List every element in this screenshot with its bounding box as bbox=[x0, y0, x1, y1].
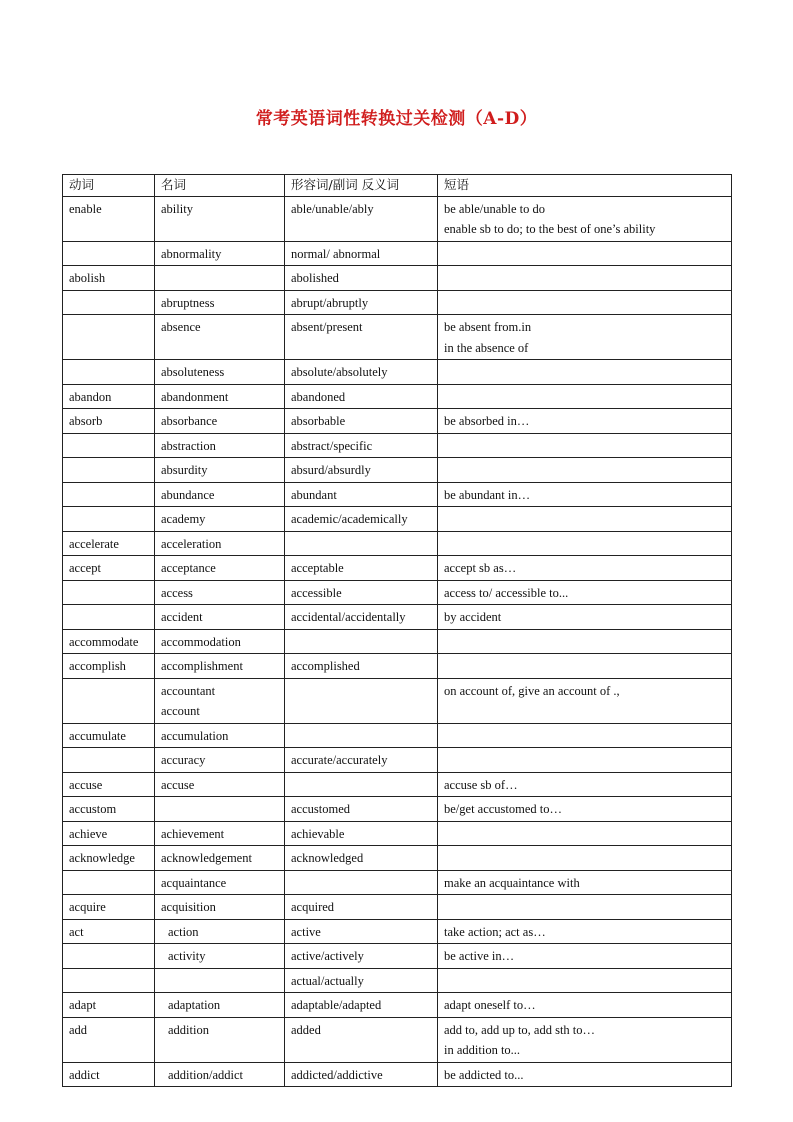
noun-cell: acquaintance bbox=[155, 870, 285, 895]
table-row bbox=[63, 360, 732, 385]
noun-cell: accuse bbox=[155, 772, 285, 797]
adj-cell: absurd/absurdly bbox=[285, 458, 438, 483]
phrase-cell-line: be absent from.in bbox=[444, 320, 532, 334]
adj-cell: absolute/absolutely bbox=[285, 360, 438, 385]
phrase-cell bbox=[438, 846, 732, 871]
verb-cell bbox=[63, 482, 155, 507]
adj-cell: accidental/accidentally bbox=[285, 605, 438, 630]
header-adj: 形容词/副词 反义词 bbox=[285, 175, 438, 197]
table-row bbox=[63, 629, 732, 654]
adj-cell: addicted/addictive bbox=[285, 1062, 438, 1087]
verb-cell bbox=[63, 748, 155, 773]
adj-cell: accessible bbox=[285, 580, 438, 605]
phrase-cell bbox=[438, 580, 732, 605]
table-row bbox=[63, 1017, 732, 1062]
phrase-cell bbox=[438, 315, 732, 360]
phrase-cell bbox=[438, 1017, 732, 1062]
phrase-cell-line: be absorbed in… bbox=[444, 414, 530, 428]
adj-cell bbox=[285, 629, 438, 654]
verb-cell: accommodate bbox=[63, 629, 155, 654]
phrase-cell-line: be/get accustomed to… bbox=[444, 802, 563, 816]
table-row bbox=[63, 433, 732, 458]
adj-cell: accustomed bbox=[285, 797, 438, 822]
header-verb: 动词 bbox=[63, 175, 155, 197]
verb-cell bbox=[63, 433, 155, 458]
table-row bbox=[63, 1062, 732, 1087]
verb-cell: adapt bbox=[63, 993, 155, 1018]
phrase-cell bbox=[438, 772, 732, 797]
noun-cell: absurdity bbox=[155, 458, 285, 483]
noun-cell: accomplishment bbox=[155, 654, 285, 679]
phrase-cell bbox=[438, 507, 732, 532]
adj-cell: acquired bbox=[285, 895, 438, 920]
noun-cell: acceptance bbox=[155, 556, 285, 581]
phrase-cell bbox=[438, 531, 732, 556]
table-row bbox=[63, 556, 732, 581]
phrase-cell bbox=[438, 821, 732, 846]
verb-cell: accept bbox=[63, 556, 155, 581]
table-row bbox=[63, 315, 732, 360]
phrase-cell bbox=[438, 360, 732, 385]
verb-cell: acknowledge bbox=[63, 846, 155, 871]
phrase-cell bbox=[438, 895, 732, 920]
noun-cell: abstraction bbox=[155, 433, 285, 458]
noun-cell bbox=[155, 968, 285, 993]
noun-cell: abandonment bbox=[155, 384, 285, 409]
adj-cell: abandoned bbox=[285, 384, 438, 409]
phrase-cell-line: accept sb as… bbox=[444, 561, 517, 575]
table-row bbox=[63, 196, 732, 241]
phrase-cell bbox=[438, 196, 732, 241]
adj-cell: active bbox=[285, 919, 438, 944]
table-row bbox=[63, 678, 732, 723]
adj-cell bbox=[285, 870, 438, 895]
phrase-cell bbox=[438, 266, 732, 291]
adj-cell: achievable bbox=[285, 821, 438, 846]
adj-cell: abundant bbox=[285, 482, 438, 507]
noun-cell: abundance bbox=[155, 482, 285, 507]
phrase-cell bbox=[438, 968, 732, 993]
verb-cell bbox=[63, 241, 155, 266]
noun-cell: accident bbox=[155, 605, 285, 630]
table-row bbox=[63, 919, 732, 944]
noun-cell: absorbance bbox=[155, 409, 285, 434]
adj-cell: abstract/specific bbox=[285, 433, 438, 458]
adj-cell bbox=[285, 772, 438, 797]
table-row bbox=[63, 993, 732, 1018]
phrase-cell bbox=[438, 944, 732, 969]
verb-cell bbox=[63, 580, 155, 605]
verb-cell: acquire bbox=[63, 895, 155, 920]
adj-cell: acceptable bbox=[285, 556, 438, 581]
verb-cell: accustom bbox=[63, 797, 155, 822]
table-row bbox=[63, 482, 732, 507]
page-title: 常考英语词性转换过关检测（A-D） bbox=[255, 109, 538, 129]
verb-cell: enable bbox=[63, 196, 155, 241]
phrase-cell-line: in the absence of bbox=[444, 340, 529, 355]
verb-cell: act bbox=[63, 919, 155, 944]
noun-cell: ability bbox=[155, 196, 285, 241]
phrase-cell-line: accuse sb of… bbox=[444, 777, 518, 792]
verb-cell bbox=[63, 360, 155, 385]
phrase-cell-line: add to, add up to, add sth to… bbox=[444, 1022, 596, 1037]
table-row bbox=[63, 409, 732, 434]
phrase-cell bbox=[438, 678, 732, 723]
table-row bbox=[63, 266, 732, 291]
verb-cell bbox=[63, 315, 155, 360]
verb-cell: abolish bbox=[63, 266, 155, 291]
table-row bbox=[63, 605, 732, 630]
verb-cell bbox=[63, 458, 155, 483]
adj-cell bbox=[285, 678, 438, 723]
adj-cell: normal/ abnormal bbox=[285, 241, 438, 266]
phrase-cell-line: make an acquaintance with bbox=[444, 875, 580, 890]
noun-cell: addition/addict bbox=[155, 1062, 285, 1087]
phrase-cell bbox=[438, 482, 732, 507]
phrase-cell-line: be abundant in… bbox=[444, 487, 531, 502]
adj-cell: acknowledged bbox=[285, 846, 438, 871]
verb-cell: absorb bbox=[63, 409, 155, 434]
table-row bbox=[63, 944, 732, 969]
noun-cell bbox=[155, 266, 285, 291]
noun-cell: acquisition bbox=[155, 895, 285, 920]
phrase-cell-line: on account of, give an account of ., bbox=[444, 683, 620, 698]
phrase-cell bbox=[438, 629, 732, 654]
phrase-cell-line: by accident bbox=[444, 610, 502, 624]
verb-cell bbox=[63, 605, 155, 630]
phrase-cell-line: be active in… bbox=[444, 949, 515, 963]
header-phrase: 短语 bbox=[438, 175, 732, 197]
noun-cell: abruptness bbox=[155, 290, 285, 315]
verb-cell bbox=[63, 507, 155, 532]
adj-cell: abrupt/abruptly bbox=[285, 290, 438, 315]
adj-cell: actual/actually bbox=[285, 968, 438, 993]
table-row bbox=[63, 748, 732, 773]
noun-cell: action bbox=[155, 919, 285, 944]
verb-cell: add bbox=[63, 1017, 155, 1062]
adj-cell bbox=[285, 531, 438, 556]
verb-cell: achieve bbox=[63, 821, 155, 846]
verb-cell bbox=[63, 968, 155, 993]
adj-cell: able/unable/ably bbox=[285, 196, 438, 241]
table-row bbox=[63, 580, 732, 605]
phrase-cell-line: enable sb to do; to the best of one’s ability bbox=[444, 222, 656, 236]
verb-cell: accomplish bbox=[63, 654, 155, 679]
adj-cell bbox=[285, 723, 438, 748]
noun-cell: academy bbox=[155, 507, 285, 532]
noun-cell: accumulation bbox=[155, 723, 285, 748]
verb-cell bbox=[63, 944, 155, 969]
noun-cell: access bbox=[155, 580, 285, 605]
table-row bbox=[63, 384, 732, 409]
noun-cell: activity bbox=[155, 944, 285, 969]
phrase-cell bbox=[438, 433, 732, 458]
phrase-cell bbox=[438, 748, 732, 773]
phrase-cell bbox=[438, 605, 732, 630]
noun-cell: adaptation bbox=[155, 993, 285, 1018]
header-row bbox=[63, 175, 732, 197]
phrase-cell-line: take action; act as… bbox=[444, 924, 546, 939]
adj-cell: absent/present bbox=[285, 315, 438, 360]
noun-cell bbox=[155, 678, 285, 723]
noun-cell: abnormality bbox=[155, 241, 285, 266]
verb-cell bbox=[63, 290, 155, 315]
phrase-cell bbox=[438, 1062, 732, 1087]
noun-cell: accommodation bbox=[155, 629, 285, 654]
adj-cell: accurate/accurately bbox=[285, 748, 438, 773]
phrase-cell-line: be able/unable to do bbox=[444, 201, 546, 216]
phrase-cell bbox=[438, 458, 732, 483]
noun-cell bbox=[155, 797, 285, 822]
table-row bbox=[63, 821, 732, 846]
table-row bbox=[63, 241, 732, 266]
table-row bbox=[63, 723, 732, 748]
phrase-cell bbox=[438, 723, 732, 748]
phrase-cell bbox=[438, 241, 732, 266]
phrase-cell bbox=[438, 556, 732, 581]
noun-cell-line: account bbox=[161, 704, 200, 718]
adj-cell: accomplished bbox=[285, 654, 438, 679]
noun-cell: acknowledgement bbox=[155, 846, 285, 871]
phrase-cell bbox=[438, 409, 732, 434]
table-row bbox=[63, 846, 732, 871]
table-row bbox=[63, 895, 732, 920]
vocabulary-table bbox=[62, 174, 732, 1087]
phrase-cell bbox=[438, 290, 732, 315]
phrase-cell-line: be addicted to... bbox=[444, 1067, 524, 1082]
verb-cell: addict bbox=[63, 1062, 155, 1087]
table-row bbox=[63, 797, 732, 822]
verb-cell: accumulate bbox=[63, 723, 155, 748]
verb-cell: accuse bbox=[63, 772, 155, 797]
phrase-cell-line: in addition to... bbox=[444, 1043, 521, 1057]
phrase-cell bbox=[438, 654, 732, 679]
phrase-cell bbox=[438, 993, 732, 1018]
table-row bbox=[63, 968, 732, 993]
adj-cell: active/actively bbox=[285, 944, 438, 969]
noun-cell: achievement bbox=[155, 821, 285, 846]
noun-cell: absoluteness bbox=[155, 360, 285, 385]
phrase-cell-line: adapt oneself to… bbox=[444, 998, 536, 1012]
phrase-cell bbox=[438, 870, 732, 895]
header-noun: 名词 bbox=[155, 175, 285, 197]
verb-cell bbox=[63, 870, 155, 895]
noun-cell: acceleration bbox=[155, 531, 285, 556]
table-row bbox=[63, 290, 732, 315]
verb-cell bbox=[63, 678, 155, 723]
table-row bbox=[63, 654, 732, 679]
noun-cell-line: accountant bbox=[161, 683, 216, 698]
verb-cell: abandon bbox=[63, 384, 155, 409]
adj-cell: adaptable/adapted bbox=[285, 993, 438, 1018]
adj-cell: abolished bbox=[285, 266, 438, 291]
noun-cell: absence bbox=[155, 315, 285, 360]
phrase-cell bbox=[438, 919, 732, 944]
table-row bbox=[63, 507, 732, 532]
adj-cell: academic/academically bbox=[285, 507, 438, 532]
phrase-cell bbox=[438, 384, 732, 409]
adj-cell: absorbable bbox=[285, 409, 438, 434]
phrase-cell-line: access to/ accessible to... bbox=[444, 585, 569, 600]
table-row bbox=[63, 772, 732, 797]
verb-cell: accelerate bbox=[63, 531, 155, 556]
noun-cell: addition bbox=[155, 1017, 285, 1062]
phrase-cell bbox=[438, 797, 732, 822]
adj-cell: added bbox=[285, 1017, 438, 1062]
table-row bbox=[63, 870, 732, 895]
table-row bbox=[63, 458, 732, 483]
noun-cell: accuracy bbox=[155, 748, 285, 773]
table-row bbox=[63, 531, 732, 556]
